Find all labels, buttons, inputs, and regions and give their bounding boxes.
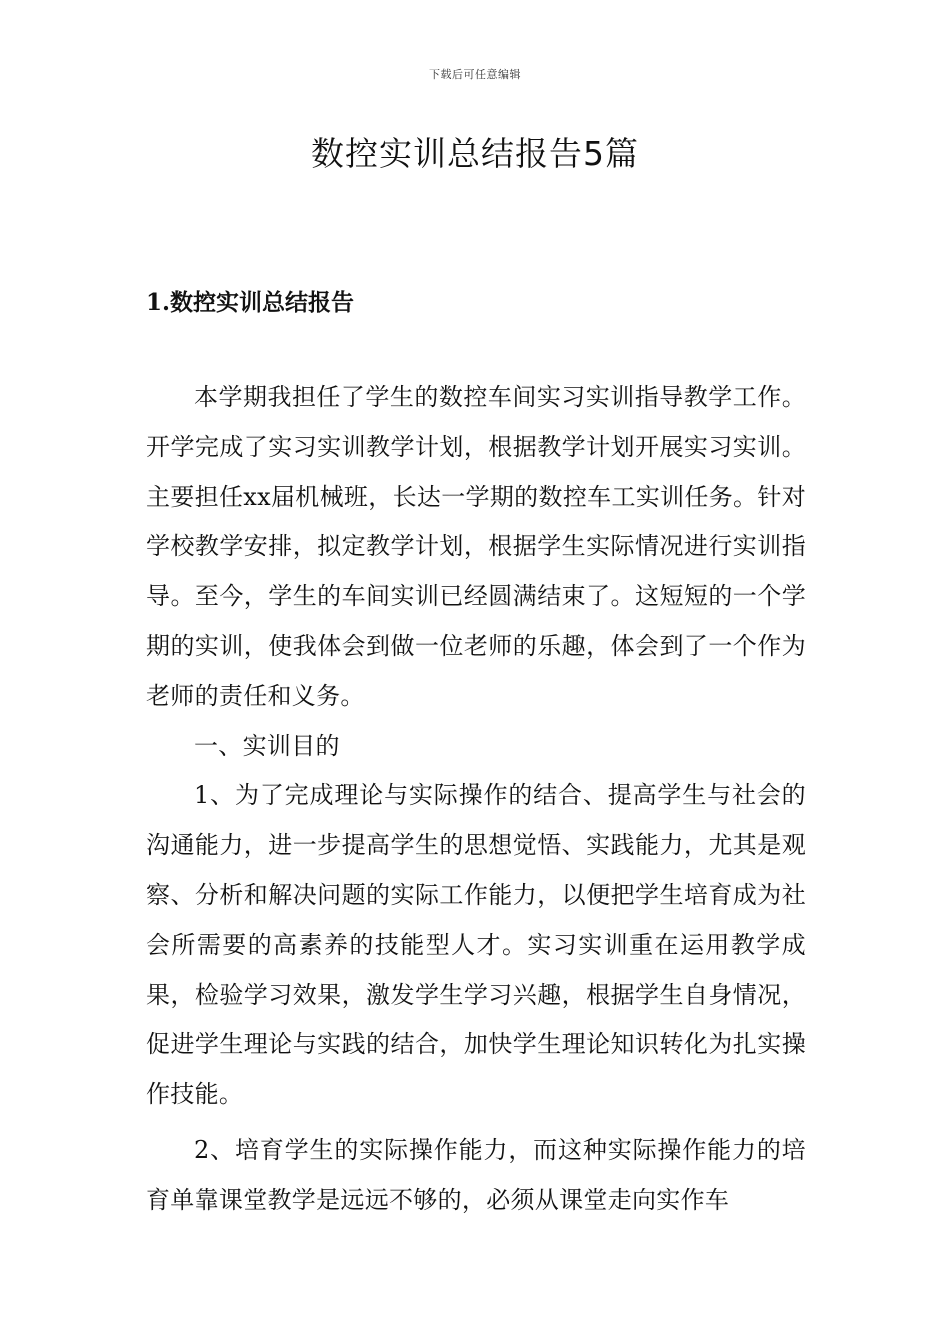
header-note: 下载后可任意编辑 bbox=[429, 68, 521, 81]
document-title: 数控实训总结报告5篇 bbox=[311, 134, 639, 173]
paragraph-purpose-1: 1、为了完成理论与实际操作的结合、提高学生与社会的沟通能力，进一步提高学生的思想觉悟、实践能力，尤其是观察、分析和解决问题的实际工作能力，以便把学生培育成为社会所需要的高素养的技能型人才。实习实训重在运用教学成果，检验学习效果，激发学生学习兴趣，根据学生自身情况，促进学生理论与实践的结合，加快学生理论知识转化为扎实操作技能。 bbox=[146, 781, 806, 1109]
paragraph-intro: 本学期我担任了学生的数控车间实习实训指导教学工作。开学完成了实习实训教学计划，根据教学计划开展实习实训。主要担任xx届机械班，长达一学期的数控车工实训任务。针对学校教学安排，拟定教学计划，根据学生实际情况进行实训指导。至今，学生的车间实训已经圆满结束了。这短短的一个学期的实训，使我体会到做一位老师的乐趣，体会到了一个作为老师的责任和义务。 bbox=[146, 383, 806, 710]
section-heading: 1.数控实训总结报告 bbox=[146, 289, 355, 316]
paragraph-purpose-2: 2、培育学生的实际操作能力，而这种实际操作能力的培育单靠课堂教学是远远不够的，必须从课堂走向实作车 bbox=[146, 1135, 806, 1214]
document-body bbox=[146, 373, 806, 1226]
paragraph-heading-purpose: 一、实训目的 bbox=[194, 731, 340, 760]
